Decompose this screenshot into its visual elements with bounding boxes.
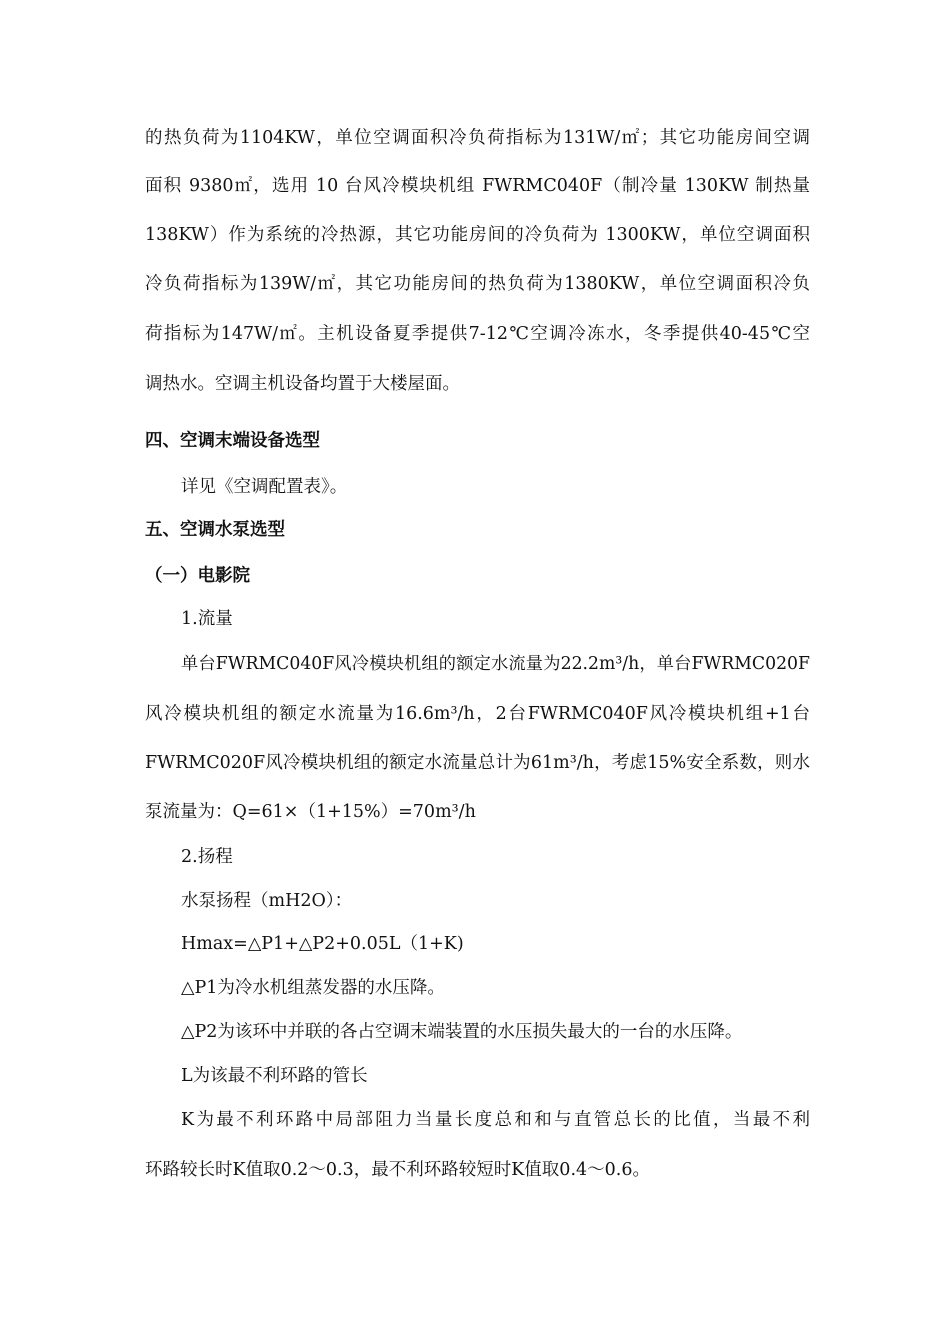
definition-line: L为该最不利环路的管长 xyxy=(181,1066,368,1086)
section-heading: 四、空调末端设备选型 xyxy=(145,431,320,451)
paragraph-line: 138KW）作为系统的冷热源，其它功能房间的冷负荷为 1300KW，单位空调面积 xyxy=(145,225,810,245)
paragraph-line: 单台FWRMC040F风冷模块机组的额定水流量为22.2m³/h，单台FWRMC020F xyxy=(181,654,810,674)
definition-line: K为最不利环路中局部阻力当量长度总和和与直管总长的比值，当最不利 xyxy=(181,1110,810,1130)
formula-label: 水泵扬程（mH2O）： xyxy=(181,891,353,911)
subsection-heading: （一）电影院 xyxy=(145,566,250,586)
paragraph-line: 面积 9380㎡，选用 10 台风冷模块机组 FWRMC040F（制冷量 130KW 制热量 xyxy=(145,176,810,196)
section-heading: 五、空调水泵选型 xyxy=(145,520,285,540)
paragraph-line: 泵流量为：Q=61×（1+15%）=70m³/h xyxy=(145,802,476,822)
item-title: 1.流量 xyxy=(181,609,233,629)
definition-line: 环路较长时K值取0.2～0.3，最不利环路较短时K值取0.4～0.6。 xyxy=(145,1160,650,1180)
paragraph-line: FWRMC020F风冷模块机组的额定水流量总计为61m³/h，考虑15%安全系数，则水 xyxy=(145,753,810,773)
paragraph-line: 荷指标为147W/㎡。主机设备夏季提供7-12℃空调冷冻水，冬季提供40-45℃空 xyxy=(145,324,810,344)
definition-line: △P2为该环中并联的各占空调末端装置的水压损失最大的一台的水压降。 xyxy=(181,1022,743,1042)
item-title: 2.扬程 xyxy=(181,847,233,867)
section-body: 详见《空调配置表》。 xyxy=(181,477,348,497)
paragraph-line: 冷负荷指标为139W/㎡，其它功能房间的热负荷为1380KW，单位空调面积冷负 xyxy=(145,274,810,294)
paragraph-line: 的热负荷为1104KW，单位空调面积冷负荷指标为131W/㎡；其它功能房间空调 xyxy=(145,128,810,148)
paragraph-line: 调热水。空调主机设备均置于大楼屋面。 xyxy=(145,374,460,394)
formula: Hmax=△P1+△P2+0.05L（1+K) xyxy=(181,934,464,954)
paragraph-line: 风冷模块机组的额定水流量为16.6m³/h，2台FWRMC040F风冷模块机组+1台 xyxy=(145,704,810,724)
definition-line: △P1为冷水机组蒸发器的水压降。 xyxy=(181,978,445,998)
